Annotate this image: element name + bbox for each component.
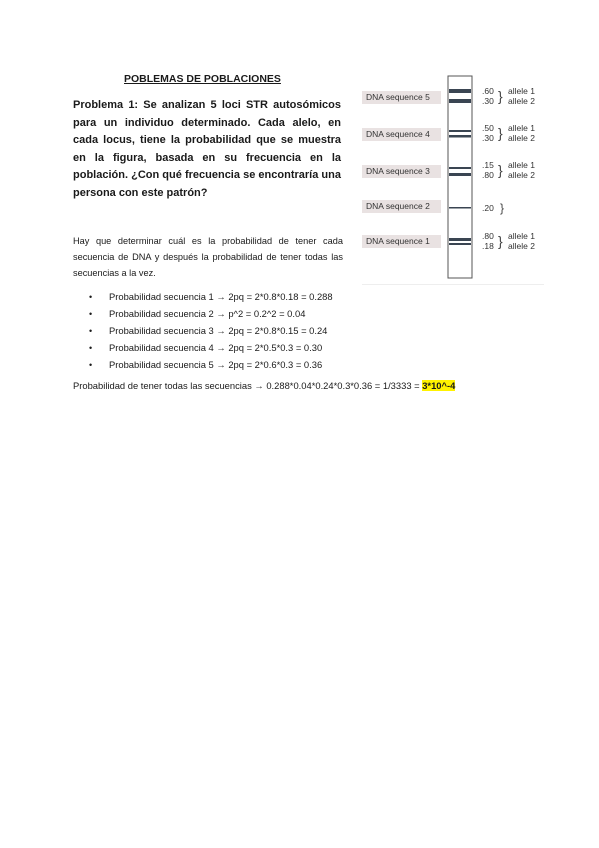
seq-label-3: DNA sequence 3: [362, 165, 441, 178]
bullet-icon: •: [89, 342, 93, 353]
freq-seq5-allele1: .60: [482, 86, 494, 96]
freq-seq3-allele2: .80: [482, 170, 494, 180]
list-item: [73, 306, 333, 323]
list-item-text: Probabilidad secuencia 3 → 2pq = 2*0.8*0.15 = 0.24: [109, 324, 328, 336]
allele2-seq1: allele 2: [508, 241, 535, 251]
final-result: [73, 379, 455, 393]
str-figure: [362, 74, 542, 284]
allele2-seq5: allele 2: [508, 96, 535, 106]
freq-seq2: .20: [482, 203, 494, 213]
seq-label-2: DNA sequence 2: [362, 200, 441, 213]
freq-seq3-allele1: .15: [482, 160, 494, 170]
seq-label-5: DNA sequence 5: [362, 91, 441, 104]
brace-seq2: }: [500, 201, 505, 215]
freq-seq1-allele1: .80: [482, 231, 494, 241]
freq-seq4-allele2: .30: [482, 133, 494, 143]
list-item-text: Probabilidad secuencia 1 → 2pq = 2*0.8*0.18 = 0.288: [109, 291, 333, 302]
final-result-text: Probabilidad de tener todas las secuencias → 0.288*0.04*0.24*0.3*0.36 = 1/3333 =: [73, 380, 423, 391]
final-result-highlight: 3*10^-4: [422, 380, 456, 391]
band-seq3-allele1: [449, 167, 471, 169]
band-seq5-allele2: [449, 99, 471, 103]
freq-seq5-allele2: .30: [482, 96, 494, 106]
list-item: [73, 323, 333, 340]
seq-label-1: DNA sequence 1: [362, 235, 441, 248]
bullet-icon: •: [89, 359, 93, 370]
allele2-seq3: allele 2: [508, 170, 535, 180]
band-seq2: [449, 207, 471, 209]
band-seq4-allele1: [449, 130, 471, 132]
brace-seq1: }: [498, 233, 503, 249]
band-seq1-allele1: [449, 238, 471, 241]
bullet-icon: •: [89, 325, 93, 336]
allele2-seq4: allele 2: [508, 133, 535, 143]
brace-seq4: }: [498, 125, 503, 141]
freq-seq1-allele2: .18: [482, 241, 494, 251]
band-seq3-allele2: [449, 173, 471, 176]
brace-seq5: }: [498, 88, 503, 104]
page-title: POBLEMAS DE POBLACIONES: [124, 73, 281, 85]
band-seq4-allele2: [449, 135, 471, 138]
probability-list: [73, 289, 333, 374]
allele1-seq1: allele 1: [508, 231, 535, 241]
list-item: [73, 340, 333, 357]
allele1-seq4: allele 1: [508, 123, 535, 133]
freq-seq4-allele1: .50: [482, 123, 494, 133]
band-seq1-allele2: [449, 243, 471, 245]
allele1-seq3: allele 1: [508, 160, 535, 170]
intro-paragraph: Hay que determinar cuál es la probabilidad de tener cada secuencia de DNA y después la probabilidad de tener todas las secuencias a la vez.: [73, 236, 343, 278]
gel-lane: [448, 76, 472, 278]
list-item: [73, 357, 333, 374]
problem-statement: Problema 1: Se analizan 5 loci STR autosómicos para un individuo determinado. Cada alelo, en cada locus, tiene la probabilidad que se muestra en la figura, basada en su frecuencia en la población. ¿Con qué frecuencia se encontraría una persona con este patrón?: [73, 99, 341, 199]
bullet-icon: •: [89, 292, 93, 302]
band-seq5-allele1: [449, 89, 471, 93]
bullet-icon: •: [89, 308, 93, 319]
list-item-text: Probabilidad secuencia 4 → 2pq = 2*0.5*0.3 = 0.30: [109, 341, 323, 353]
list-item-text: Probabilidad secuencia 5 → 2pq = 2*0.6*0.3 = 0.36: [109, 358, 323, 370]
list-item-text: Probabilidad secuencia 2 → p^2 = 0.2^2 = 0.04: [109, 307, 306, 319]
figure-divider: [362, 284, 544, 285]
list-item: [73, 289, 333, 306]
seq-label-4: DNA sequence 4: [362, 128, 441, 141]
brace-seq3: }: [498, 162, 503, 178]
allele1-seq5: allele 1: [508, 86, 535, 96]
